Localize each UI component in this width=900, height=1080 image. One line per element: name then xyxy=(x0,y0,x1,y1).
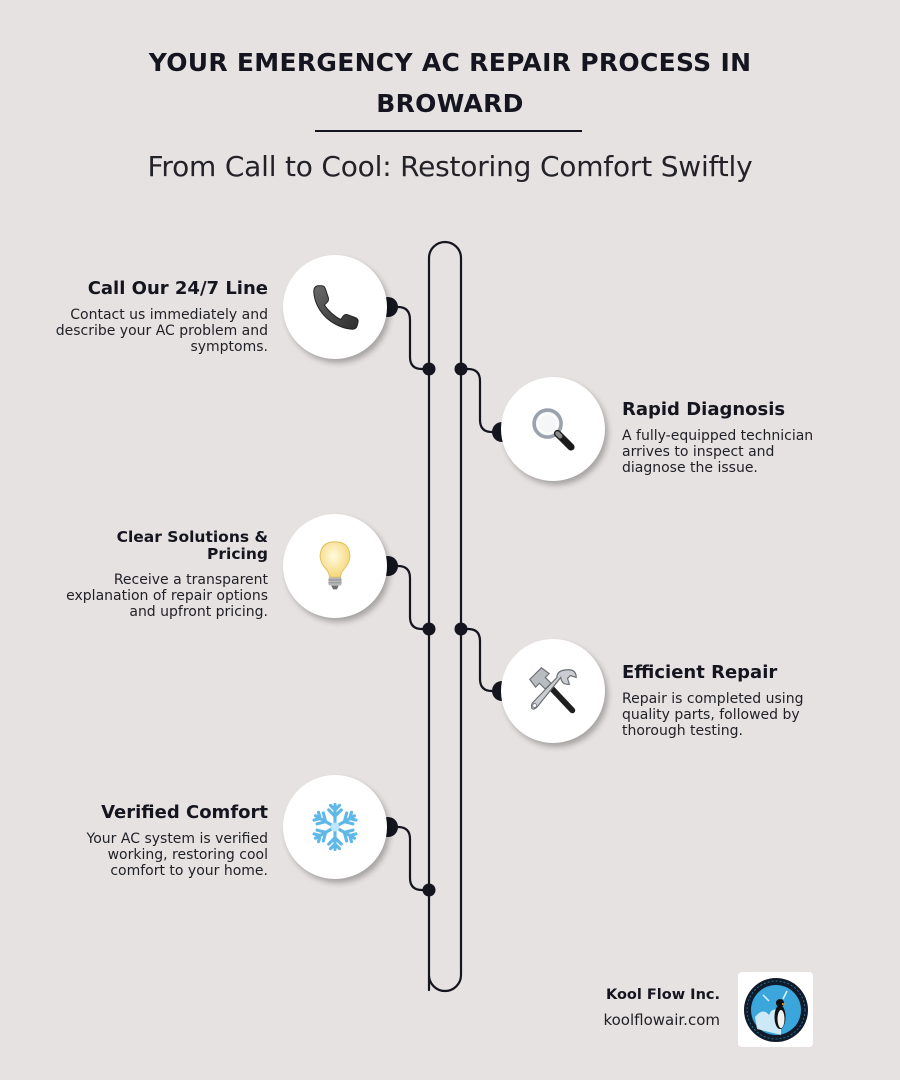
junction-dot xyxy=(455,363,468,376)
step-4-efficient-repair xyxy=(622,664,837,739)
step-5-branch xyxy=(388,827,429,890)
step-3-clear-solutions xyxy=(53,529,268,620)
page-subtitle: From Call to Cool: Restoring Comfort Swiftly xyxy=(147,150,753,183)
page-title xyxy=(0,42,900,124)
magnifying-glass-icon xyxy=(526,402,580,456)
step-2-title: Rapid Diagnosis xyxy=(622,399,786,420)
junction-dot xyxy=(423,884,436,897)
page-title-line-1: YOUR EMERGENCY AC REPAIR PROCESS IN xyxy=(148,48,752,77)
step-2-branch xyxy=(461,369,502,432)
kool-flow-penguin-logo-icon xyxy=(743,977,809,1043)
company-info xyxy=(603,987,720,1029)
page-title-line-2: BROWARD xyxy=(376,89,524,118)
step-1-icon-circle xyxy=(283,255,387,359)
step-4-icon-circle xyxy=(501,639,605,743)
step-4-branch xyxy=(461,629,502,691)
step-2-rapid-diagnosis xyxy=(622,401,837,476)
step-1-title: Call Our 24/7 Line xyxy=(87,278,268,299)
step-3-icon-circle xyxy=(283,514,387,618)
step-5-description: Your AC system is verified working, restoring cool comfort to your home. xyxy=(86,831,268,879)
company-name: Kool Flow Inc. xyxy=(605,987,720,1003)
telephone-receiver-icon xyxy=(306,278,364,336)
step-5-title: Verified Comfort xyxy=(101,802,268,823)
step-3-description: Receive a transparent explanation of repair options and upfront pricing. xyxy=(66,572,268,620)
step-1-call-line xyxy=(53,280,268,355)
hammer-and-wrench-icon xyxy=(524,662,582,720)
company-logo xyxy=(738,972,813,1047)
snowflake-icon xyxy=(308,800,362,854)
company-website-link[interactable]: koolflowair.com xyxy=(603,1011,720,1029)
light-bulb-icon xyxy=(310,538,360,594)
junction-dot xyxy=(423,363,436,376)
step-3-title: Clear Solutions & Pricing xyxy=(116,528,268,563)
step-2-description: A fully-equipped technician arrives to inspect and diagnose the issue. xyxy=(622,428,814,476)
step-4-title: Efficient Repair xyxy=(622,662,778,683)
timeline-pill-track xyxy=(429,242,461,991)
step-5-verified-comfort xyxy=(53,804,268,879)
step-4-description: Repair is completed using quality parts, followed by thorough testing. xyxy=(622,691,804,739)
title-underline-divider xyxy=(315,130,582,132)
step-1-branch xyxy=(388,307,429,369)
junction-dot xyxy=(455,623,468,636)
junction-dot xyxy=(423,623,436,636)
step-5-icon-circle xyxy=(283,775,387,879)
step-1-description: Contact us immediately and describe your AC problem and symptoms. xyxy=(55,307,268,355)
step-2-icon-circle xyxy=(501,377,605,481)
step-3-branch xyxy=(388,566,429,629)
